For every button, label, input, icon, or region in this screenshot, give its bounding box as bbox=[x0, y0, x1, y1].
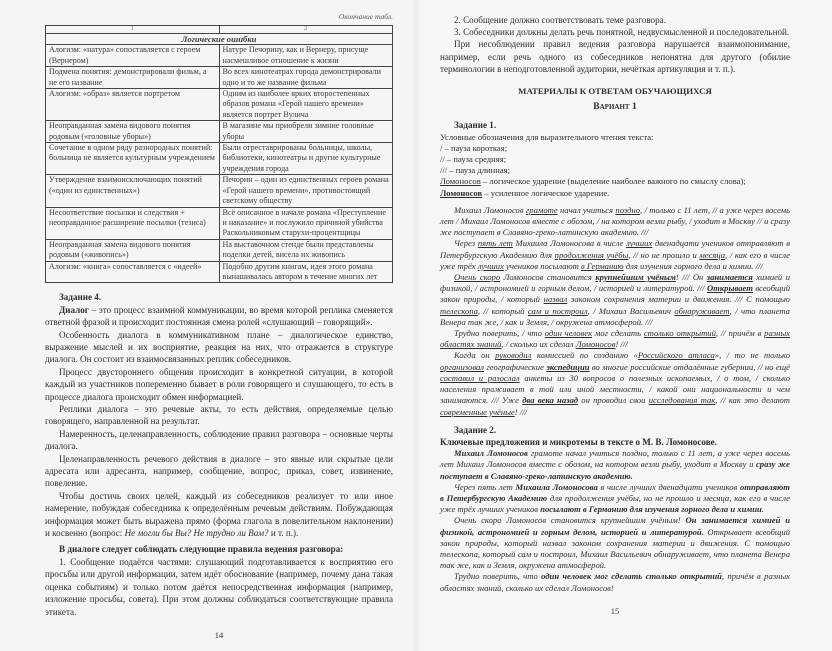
text-segment: Через bbox=[454, 238, 478, 249]
text-segment: один человек bbox=[544, 328, 593, 339]
error-type-cell: Неоправданная замена видового понятия родовым («живопись») bbox=[46, 239, 220, 261]
task1-text bbox=[440, 205, 790, 418]
text-segment: для изучения горного дела и химии. /// bbox=[623, 260, 763, 271]
text-segment: грамоте bbox=[525, 204, 558, 215]
text-segment: продолжения учёбы bbox=[554, 249, 629, 260]
text-segment: ! /// Он bbox=[675, 272, 707, 283]
text-segment: Ломоносов bbox=[440, 176, 481, 187]
text-segment: Михаил Ломоносов bbox=[454, 204, 526, 215]
error-type-cell: Неоправданная замена видового понятия родовым («головные уборы») bbox=[46, 121, 220, 143]
logical-errors-table bbox=[45, 25, 393, 283]
text-segment: организовал bbox=[440, 361, 485, 372]
text-segment: сразу же поступает в Славяно-греко-латинскую академию. bbox=[440, 459, 790, 481]
rules-heading: В диалоге следует соблюдать следующие правила ведения разговора: bbox=[59, 544, 344, 555]
text-segment: , // причём в bbox=[715, 328, 765, 339]
text-segment: для продолжения учёбы, но не прошло и месяца, как его в числе уже трёх лучших учеников bbox=[440, 492, 790, 515]
page-15 bbox=[416, 0, 832, 651]
text-segment: в Германию bbox=[581, 260, 624, 271]
task2-subheading: Ключевые предложения и микротемы в тексте о М. В. Ломоносове. bbox=[440, 436, 717, 447]
task4-heading: Задание 4. bbox=[59, 292, 102, 303]
text-segment: Реплики диалога – это речевые акты, то есть действия, определяемые целью говорящего, направленной на результат. bbox=[45, 404, 393, 427]
table-row bbox=[46, 207, 393, 239]
text-segment: / – пауза короткая; bbox=[440, 142, 508, 153]
table-row bbox=[46, 143, 393, 175]
text-segment: два века назад bbox=[522, 395, 579, 406]
paragraph bbox=[45, 453, 393, 490]
error-type-cell: Сочетание в одном ряду разнородных понятий: больница не является культурным учреждением bbox=[46, 143, 220, 175]
paragraph bbox=[440, 515, 790, 571]
text-segment: сам и построил bbox=[527, 305, 588, 316]
paragraph bbox=[45, 366, 393, 403]
page-number: 14 bbox=[214, 629, 224, 640]
error-example-cell: Подобно другим книгам, идея этого романа вынашивалась автором в течение многих лет bbox=[219, 261, 393, 283]
text-segment: двенадцати учеников отправляют в Петербургскую Академию для bbox=[440, 238, 791, 260]
variant-title: Вариант 1 bbox=[593, 101, 637, 113]
text-segment: Российского атласа bbox=[637, 350, 715, 361]
error-example-cell: На выставочном стенде были представлены поделки детей, висела их живопись bbox=[219, 239, 393, 261]
text-segment: , // но не прошло и bbox=[628, 249, 700, 260]
text-segment: Ломоносов bbox=[440, 187, 483, 198]
text-segment: столько открытий bbox=[643, 328, 716, 339]
task2-text bbox=[440, 448, 790, 594]
rule-1: 1. Сообщение подаётся частями: слушающий подготавливается к восприятию его просьбы или другой информации, затем идёт обоснование (например, почему дана такая оценка событиям) и только потом даётся непосредственная информация (например, изложение просьбы, совета). При этом должны соблюдаться соответствующие правила этикета. bbox=[45, 556, 393, 617]
error-example-cell: Всё описанное в начале романа «Преступление и наказание» и послужило причиной убийства Раскольниковым старухи-процентщицы bbox=[219, 207, 393, 239]
text-segment: и т. п.). bbox=[268, 528, 299, 539]
text-segment: он проводил свои bbox=[578, 395, 649, 406]
table-row bbox=[46, 121, 393, 143]
text-segment: Ломоносов bbox=[575, 339, 616, 350]
book-spine bbox=[414, 0, 418, 651]
text-segment: комиссией по созданию « bbox=[531, 350, 638, 361]
text-segment: Открывает bbox=[706, 283, 753, 294]
paragraph bbox=[45, 403, 393, 428]
table-section-row bbox=[46, 34, 393, 45]
text-segment: занимается bbox=[706, 272, 753, 283]
text-segment: обнаруживает bbox=[674, 305, 730, 316]
text-segment: составил и разослал bbox=[440, 372, 520, 383]
paragraph bbox=[440, 350, 790, 417]
legend-list bbox=[440, 143, 790, 199]
paragraph bbox=[440, 448, 790, 482]
section-title: МАТЕРИАЛЫ К ОТВЕТАМ ОБУЧАЮЩИХСЯ bbox=[518, 86, 712, 97]
text-segment: Через пять лет bbox=[454, 481, 516, 492]
column-number: 2 bbox=[219, 26, 393, 34]
text-segment: Ломоносов становится bbox=[500, 272, 596, 283]
text-segment: в числе лучших двенадцати учеников bbox=[597, 481, 740, 492]
text-segment: , / что планета Венера так же, / как и Земля, / окружена атмосферой. /// bbox=[440, 305, 790, 327]
text-segment: – усиленное логическое ударение. bbox=[482, 187, 610, 198]
text-segment: Трудно поверить, что bbox=[454, 571, 542, 582]
paragraph bbox=[440, 328, 790, 350]
error-example-cell: Натуре Печорину, как и Вернеру, присуще насмешливое отношение к жизни bbox=[219, 45, 393, 67]
paragraph bbox=[45, 490, 393, 540]
task2-heading: Задание 2. bbox=[454, 424, 497, 435]
text-segment: отправляют в Петербургскую Академию bbox=[440, 481, 790, 503]
paragraph bbox=[45, 428, 393, 453]
text-segment: Процесс двустороннего общения происходит в конкретной ситуации, в которой каждый из участников попеременно бывает в роли говорящего и слушающего, то есть в процессе диалога происходит обмен информацией. bbox=[45, 366, 393, 402]
error-type-cell: Утверждение взаимоисключающих понятий («один из единственных») bbox=[46, 175, 220, 207]
text-segment: разных областях знаний bbox=[440, 328, 791, 350]
text-segment: , // который bbox=[477, 305, 528, 316]
error-example-cell: Одним из наиболее ярких второстепенных образов романа «Герой нашего времени» является портрет Вулича bbox=[219, 89, 393, 121]
text-segment: , / только с 11 лет, // а уже через восемь лет / Михаил Ломоносов вместе с обозом, / на котором везли рыбу, / уходит в Москву // и сразу же поступает в Славяно-греко-латинскую академию. /// bbox=[440, 204, 791, 238]
paragraph bbox=[440, 176, 790, 187]
task4-block bbox=[45, 291, 393, 618]
error-example-cell: В магазине мы приобрели зимние головные уборы bbox=[219, 121, 393, 143]
text-segment: Не могли бы Вы? Не трудно ли Вам? bbox=[124, 528, 269, 539]
text-segment: . bbox=[761, 504, 764, 515]
error-type-cell: Алогизм: «натура» сопоставляется с героем (Вернером) bbox=[46, 45, 220, 67]
text-segment: , причём в разных областях знаний, сколько их сделал Ломоносов! bbox=[440, 571, 790, 593]
text-segment: исследования так bbox=[648, 395, 716, 406]
text-segment: грамоте начал учиться поздно, только с 11 лет, а уже через восемь лет Михаил Ломоносов вместе с обозом, на котором везли рыбу, уходит в Москву и bbox=[440, 448, 791, 470]
paragraph bbox=[440, 205, 790, 239]
violation-paragraph: При несоблюдении правил ведения разговора нарушается взаимопонимание, например, если речь одного из собеседников непонятна для другого (обилие терминологии в неподготовленной аудитории, нечёткая артикуляция и т. п.). bbox=[440, 39, 790, 74]
text-segment: Михаила Ломоносова bbox=[515, 481, 598, 492]
table-row bbox=[46, 89, 393, 121]
table-row bbox=[46, 67, 393, 89]
table-row bbox=[46, 175, 393, 207]
text-segment: Очень скоро Ломоносов становится крупнейшим учёным! bbox=[454, 515, 686, 526]
table-row bbox=[46, 261, 393, 283]
text-segment: Когда он bbox=[454, 350, 496, 361]
paragraph bbox=[440, 165, 790, 176]
text-segment: , // как это делают bbox=[715, 395, 790, 406]
text-segment: Очень скоро bbox=[454, 272, 501, 283]
paragraph bbox=[440, 482, 790, 516]
text-segment: ! /// bbox=[615, 339, 628, 350]
text-segment: один человек мог сделать столько открытий bbox=[541, 571, 722, 582]
error-example-cell: Во всех кинотеатрах города демонстрировали одно и то же название фильма bbox=[219, 67, 393, 89]
paragraph bbox=[45, 329, 393, 366]
right-page-content bbox=[440, 14, 790, 594]
text-segment: », / то не только bbox=[714, 350, 790, 361]
text-segment: экспедиции bbox=[546, 361, 590, 372]
legend-intro: Условные обозначения для выразительного чтения текста: bbox=[440, 131, 654, 142]
error-type-cell: Алогизм: «книга» сопоставляется с «идеей» bbox=[46, 261, 220, 283]
text-segment: всеобщий закон природы, / который bbox=[440, 283, 790, 305]
text-segment: , / как его в числе уже трёх bbox=[440, 249, 790, 271]
paragraph bbox=[440, 143, 790, 154]
table-continuation-note: Окончание табл. bbox=[338, 12, 393, 21]
text-segment: // – пауза средняя; bbox=[440, 154, 507, 165]
text-segment: Открывает всеобщий закон природы, который назвал законом сохранения материи и движения. С помощью телескопа, который сам и построил, Михаил Васильевич обнаруживает, что планета Венера так же, как и Земля, окружена атмосферой. bbox=[440, 526, 790, 571]
text-segment: посылают в Германию для изучения горного дела и химии bbox=[540, 504, 762, 515]
column-number: 1 bbox=[46, 26, 220, 34]
text-segment: во многие российские отдалённые губернии, // но ещё bbox=[589, 361, 790, 372]
paragraph bbox=[440, 238, 790, 272]
text-segment: руководил bbox=[495, 350, 532, 361]
text-segment: Особенность диалога в коммуникативном плане – диалогическое единство, выражение мыслей и их восприятие, реакция на них, что отражается в структуре диалога. Он состоит из взаимосвязанных реплик собеседников. bbox=[45, 329, 393, 365]
text-segment: телескопа bbox=[440, 305, 478, 316]
text-segment: анкеты из 30 вопросов о полезных ископаемых, / о том, / сколько населения проживает в той или иной местности, / какой они национальности и чем занимаются. /// Уже bbox=[440, 372, 790, 406]
text-segment: /// – пауза длинная; bbox=[440, 165, 511, 176]
text-segment: Намеренность, целенаправленность, соблюдение правил разговора – основные черты диалога. bbox=[45, 428, 393, 452]
text-segment: лучших bbox=[626, 238, 653, 249]
text-segment: , / Михаил Васильевич bbox=[587, 305, 675, 316]
error-type-cell: Алогизм: «образ» является портретом bbox=[46, 89, 220, 121]
text-segment: – логическое ударение (выделение наиболее важного по смыслу слова); bbox=[480, 176, 746, 187]
rule-3: 3. Собеседники должны делать речь понятной, недвусмысленной и последовательной. bbox=[454, 27, 790, 38]
text-segment: лучших bbox=[477, 260, 504, 271]
text-segment: – это процесс взаимной коммуникации, во время которой реплика сменяется ответной фразой и происходит постоянная смена ролей «слушающий – говорящий». bbox=[45, 304, 393, 328]
page-number: 15 bbox=[610, 605, 620, 616]
error-example-cell: Были отреставрированы больницы, школы, библиотеки, кинотеатры и другие культурные учреждения города bbox=[219, 143, 393, 175]
table-row bbox=[46, 45, 393, 67]
text-segment: ! /// bbox=[514, 406, 527, 417]
text-segment: месяца bbox=[699, 249, 726, 260]
text-segment: Михаила Ломоносова в числе bbox=[512, 238, 627, 249]
text-segment: , / сколько их сделал bbox=[501, 339, 576, 350]
text-segment: современные учёные bbox=[440, 406, 515, 417]
text-segment: Целенаправленность речевого действия в диалоге – это явные или скрытые цели адресата или адресанта, например, сообщение, вопрос, приказ, совет, извинение, повеление. bbox=[45, 453, 393, 489]
text-segment: начал учиться bbox=[557, 204, 616, 215]
text-segment: химией и физикой, / астрономией и горным делом, / историей и литературой. /// bbox=[440, 272, 790, 294]
text-segment: Он занимается химией и физикой, астрономией и горным делом, историей и литературой. bbox=[440, 515, 790, 537]
text-segment: назвал bbox=[543, 294, 568, 305]
table-column-numbers bbox=[46, 26, 393, 34]
rule-2: 2. Сообщение должно соответствовать теме разговора. bbox=[454, 15, 666, 25]
task4-paragraphs bbox=[45, 304, 393, 540]
text-segment: мог сделать bbox=[592, 328, 644, 339]
paragraph bbox=[440, 571, 790, 593]
text-segment: пять лет bbox=[477, 238, 513, 249]
paragraph bbox=[440, 272, 790, 328]
table-row bbox=[46, 239, 393, 261]
text-segment: поздно bbox=[615, 204, 641, 215]
paragraph bbox=[440, 154, 790, 165]
text-segment: Диалог bbox=[59, 304, 89, 315]
text-segment: Чтобы достичь своих целей, каждый из собеседников реализует то или иное намерение, побуждая собеседника к определённым речевым действиям. Побуждающая информация может быть выражена прямо (форма глагола в повелительном наклонении) и косвенно (вопрос: bbox=[45, 490, 393, 539]
text-segment: крупнейшим учёным bbox=[595, 272, 676, 283]
text-segment: Михаил Ломоносов bbox=[454, 448, 528, 459]
text-segment: географические bbox=[484, 361, 547, 372]
task1-heading: Задание 1. bbox=[454, 120, 497, 131]
error-type-cell: Несоответствие посылки и следствия + неоправданное расширение посылки (тезиса) bbox=[46, 207, 220, 239]
paragraph bbox=[440, 188, 790, 199]
text-segment: Трудно поверить, / что bbox=[454, 328, 545, 339]
error-type-cell: Подмена понятия: демонстрировали фильм, а не его название bbox=[46, 67, 220, 89]
error-example-cell: Печорин – один из единственных героев романа «Герой нашего времени», противостоящий светскому обществу bbox=[219, 175, 393, 207]
table-section-title: Логические ошибки bbox=[46, 34, 393, 45]
text-segment: законом сохранения материи и движения. /// С помощью bbox=[567, 294, 790, 305]
paragraph bbox=[45, 304, 393, 329]
text-segment: учеников посылают bbox=[503, 260, 581, 271]
